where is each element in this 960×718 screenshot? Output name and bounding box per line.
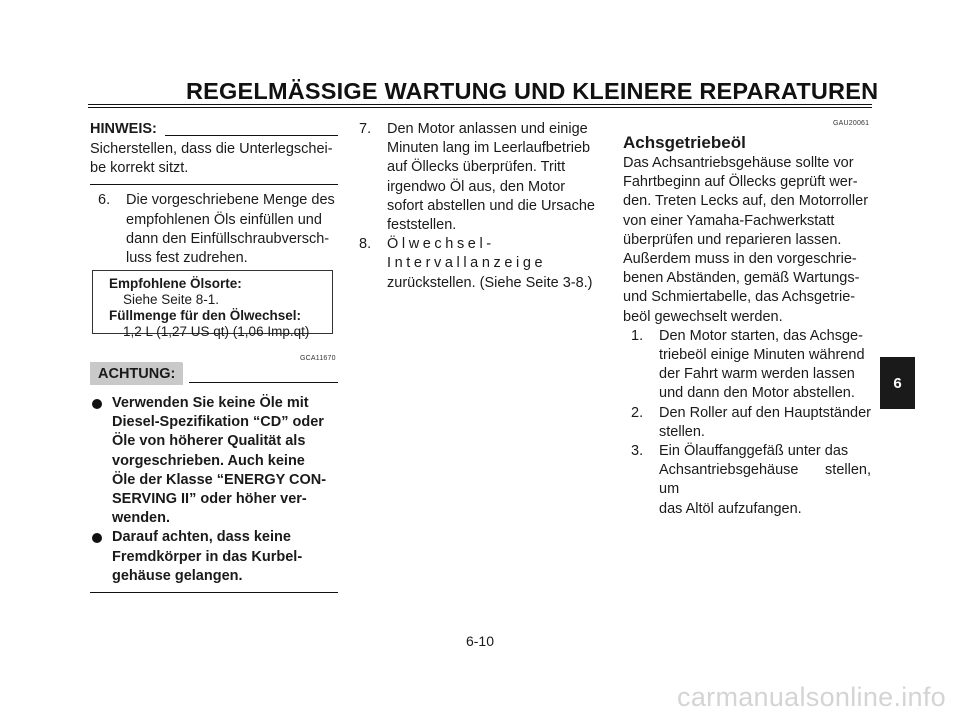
paragraph-line: Außerdem muss in den vorgeschrie- — [623, 251, 857, 268]
step-line: stellen. — [659, 423, 705, 440]
section-code: GAU20061 — [833, 120, 870, 127]
step-line: triebeöl einige Minuten während — [659, 347, 865, 364]
step-number: 1. — [631, 327, 644, 344]
oil-spec-box — [92, 270, 333, 339]
step-line: Den Motor anlassen und einige — [387, 121, 588, 137]
paragraph-line: von einer Yamaha-Fachwerkstatt — [623, 212, 835, 229]
hinweis-heading — [90, 120, 338, 139]
achtung-heading-rule — [189, 382, 338, 383]
step-line: Ein Ölauffanggefäß unter das — [659, 443, 849, 460]
step-line: empfohlenen Öls einfüllen und — [126, 211, 322, 228]
paragraph-line: überprüfen und reparieren lassen. — [623, 231, 842, 248]
hinweis-text — [90, 140, 338, 178]
achtung-block — [90, 362, 338, 593]
step-8 — [359, 235, 605, 293]
hinweis-line: Sicherstellen, dass die Unterlegschei- — [90, 141, 333, 157]
warning-line: Öle von höherer Qualität als — [112, 433, 306, 450]
step-line: luss fest zudrehen. — [126, 250, 248, 267]
page-number: 6-10 — [465, 633, 495, 649]
step-line: Ölwechsel-Intervallanzeige — [387, 236, 547, 272]
page-header-title: REGELMÄSSIGE WARTUNG UND KLEINERE REPARATUREN — [186, 78, 879, 104]
warning-line: Darauf achten, dass keine — [112, 529, 291, 546]
warning-line: Verwenden Sie keine Öle mit — [112, 395, 309, 411]
middle-column — [359, 120, 605, 293]
step-line: und dann den Motor abstellen. — [659, 385, 855, 402]
chapter-tab: 6 — [880, 357, 915, 409]
step-line: sofort abstellen und die Ursache — [387, 197, 595, 214]
step-3 — [623, 442, 871, 519]
step-number: 8. — [359, 236, 372, 253]
step-6 — [90, 191, 338, 268]
paragraph-line: den. Treten Lecks auf, den Motorroller — [623, 193, 869, 210]
step-line: der Fahrt warm werden lassen — [659, 366, 855, 383]
paragraph-line: beöl gewechselt werden. — [623, 308, 783, 325]
achtung-badge: ACHTUNG: — [90, 362, 183, 385]
warning-line: vorgeschrieben. Auch keine — [112, 452, 305, 469]
paragraph-line: Fahrtbeginn auf Öllecks geprüft wer- — [623, 174, 858, 191]
warning-line: Öle der Klasse “ENERGY CON- — [112, 471, 327, 488]
section-title: Achsgetriebeöl — [623, 133, 746, 152]
hinweis-label: HINWEIS: — [90, 120, 157, 137]
watermark-text: carmanualsonline.info — [677, 682, 946, 712]
step-line: auf Öllecks überprüfen. Tritt — [387, 159, 566, 176]
bullet-icon — [92, 399, 102, 409]
paragraph-line: und Schmiertabelle, das Achsgetrie- — [623, 289, 856, 306]
oil-amount-label: Füllmenge für den Ölwechsel: — [109, 308, 302, 323]
left-column — [90, 120, 338, 268]
step-2 — [623, 404, 871, 442]
hinweis-heading-rule — [165, 124, 338, 136]
achtung-end-rule — [90, 592, 338, 593]
achtung-heading — [90, 362, 338, 385]
warning-item — [90, 394, 338, 528]
step-line: irgendwo Öl aus, den Motor — [387, 178, 566, 195]
step-number: 2. — [631, 404, 644, 421]
header-double-rule — [88, 104, 872, 108]
step-line: Achsantriebsgehäuse stellen, um — [659, 462, 871, 498]
hinweis-line: be korrekt sitzt. — [90, 160, 189, 177]
step-number: 7. — [359, 121, 372, 137]
step-line: Den Roller auf den Hauptständer — [659, 404, 871, 421]
hinweis-end-rule — [90, 184, 338, 185]
step-line: zurückstellen. (Siehe Seite 3-8.) — [387, 274, 593, 291]
oil-type-label: Empfohlene Ölsorte: — [109, 276, 242, 291]
warning-line: wenden. — [112, 510, 171, 527]
step-number: 3. — [631, 443, 644, 460]
paragraph-line: Das Achsantriebsgehäuse sollte vor — [623, 155, 854, 171]
step-line: das Altöl aufzufangen. — [659, 500, 802, 517]
section-paragraph — [623, 154, 871, 327]
warning-line: Fremdkörper in das Kurbel- — [112, 548, 303, 565]
step-7 — [359, 120, 605, 235]
warning-list — [90, 394, 338, 586]
step-number: 6. — [98, 192, 111, 209]
step-1 — [623, 327, 871, 404]
step-line: feststellen. — [387, 217, 457, 234]
warning-line: gehäuse gelangen. — [112, 567, 243, 584]
step-line: Minuten lang im Leerlaufbetrieb — [387, 140, 591, 157]
right-column — [623, 131, 871, 519]
step-line: dann den Einfüllschraubversch- — [126, 230, 330, 247]
bullet-icon — [92, 533, 102, 543]
warning-item — [90, 528, 338, 586]
achtung-code: GCA11670 — [300, 355, 336, 362]
oil-amount-value: 1,2 L (1,27 US qt) (1,06 Imp.qt) — [123, 324, 310, 339]
step-line: Den Motor starten, das Achsge- — [659, 327, 863, 344]
oil-type-value: Siehe Seite 8-1. — [123, 292, 220, 307]
warning-line: Diesel-Spezifikation “CD” oder — [112, 414, 324, 431]
warning-line: SERVING II” oder höher ver- — [112, 491, 307, 508]
step-line: Die vorgeschriebene Menge des — [126, 192, 335, 209]
paragraph-line: benen Abständen, gemäß Wartungs- — [623, 270, 860, 287]
